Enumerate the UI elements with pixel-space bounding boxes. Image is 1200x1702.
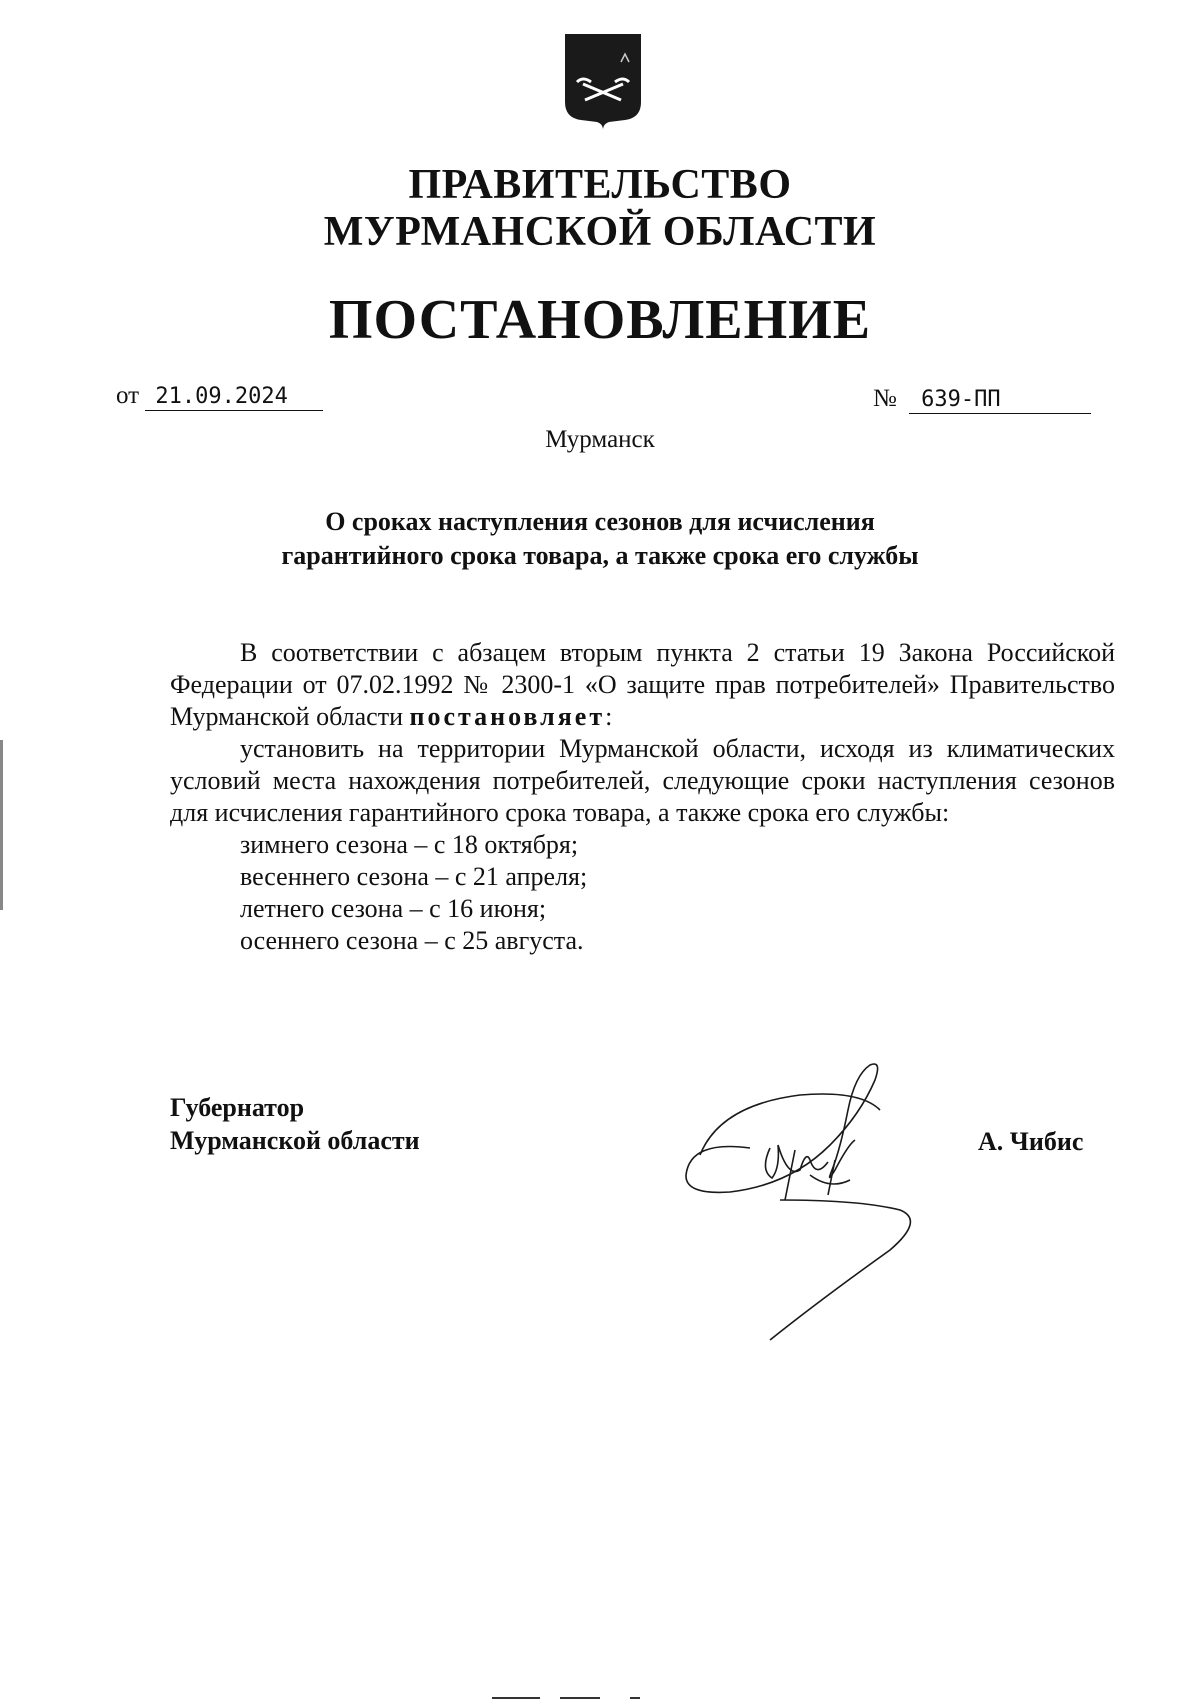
government-title-line1: ПРАВИТЕЛЬСТВО [408,162,792,208]
p1-text: В соответствии с абзацем вторым пункта 2 статьи 19 Закона Российской Федерации от 07.02.1992 № 2300-1 «О защите прав потребителей» Правительство Мурманской области [170,638,1115,731]
handwritten-signature-icon [660,1050,980,1350]
date-value: 21.09.2024 [145,384,323,411]
signer-name: А. Чибис [978,1127,1084,1156]
p1-end: : [605,702,613,731]
season-item: осеннего сезона – с 25 августа. [240,926,584,955]
signer-title-line1: Губернатор [170,1093,305,1122]
document-date [116,381,323,411]
document-subject [0,505,1200,573]
body-paragraph-1 [170,637,1115,733]
document-type-title: ПОСТАНОВЛЕНИЕ [328,289,872,351]
number-prefix: № [873,385,897,412]
city: Мурманск [545,426,655,453]
scan-margin-mark [0,740,3,910]
signer-title [170,1091,420,1157]
season-item: весеннего сезона – с 21 апреля; [240,862,588,891]
number-value: 639-ПП [909,387,1091,414]
p1-emphasis: постановляет [409,702,606,731]
season-item: летнего сезона – с 16 июня; [240,894,547,923]
scan-footer-mark [490,1690,670,1702]
coat-of-arms-icon [561,32,645,132]
body-paragraph-2: установить на территории Мурманской области, исходя из климатических условий места нахождения потребителей, следующие сроки наступления сезонов для исчисления гарантийного срока товара, а также срока его службы: [170,734,1115,827]
date-prefix: от [116,382,140,409]
season-item: зимнего сезона – с 18 октября; [240,830,579,859]
document-number [873,384,1091,414]
signer-title-line2: Мурманской области [170,1126,420,1155]
subject-line1: О сроках наступления сезонов для исчисления [325,507,875,536]
document-body [170,637,1115,957]
government-title-line2: МУРМАНСКОЙ ОБЛАСТИ [323,209,877,255]
subject-line2: гарантийного срока товара, а также срока его службы [281,541,919,570]
